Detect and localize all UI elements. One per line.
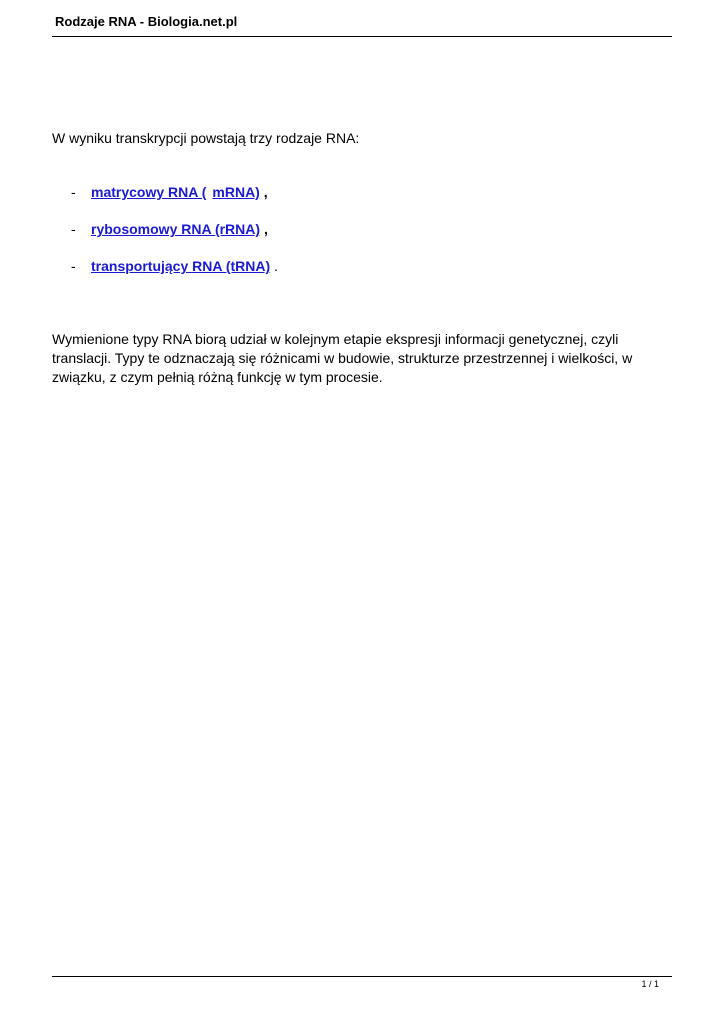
list-item-punctuation: , xyxy=(263,184,268,200)
list-dash: - xyxy=(71,221,76,237)
list-item-trna xyxy=(71,258,278,275)
trna-link[interactable]: transportujący RNA (tRNA) xyxy=(91,258,271,274)
document-title: Rodzaje RNA - Biologia.net.pl xyxy=(55,14,238,29)
list-item-rrna xyxy=(71,221,278,238)
list-dash: - xyxy=(71,258,76,274)
rrna-link[interactable]: rybosomowy RNA (rRNA) xyxy=(91,221,261,237)
intro-text: W wyniku transkrypcji powstają trzy rodzaje RNA: xyxy=(52,130,360,146)
list-dash: - xyxy=(71,184,76,200)
mrna-link-part2[interactable]: mRNA) xyxy=(212,184,260,200)
list-item-punctuation: . xyxy=(274,258,278,274)
list-item-mrna xyxy=(71,184,278,201)
rna-types-list xyxy=(71,184,278,295)
body-paragraph: Wymienione typy RNA biorą udział w kolejnym etapie ekspresji informacji genetycznej, czyli translacji. Typy te odznaczają się różnicami w budowie, strukturze przestrzennej i wielkości, w związku, z czym pełnią różną funkcję w tym procesie. xyxy=(52,331,633,385)
list-item-punctuation: , xyxy=(263,221,268,237)
page-number: 1 / 1 xyxy=(641,979,659,989)
footer-divider xyxy=(52,976,672,977)
page-header xyxy=(52,0,672,37)
mrna-link-part1[interactable]: matrycowy RNA ( xyxy=(91,184,207,200)
